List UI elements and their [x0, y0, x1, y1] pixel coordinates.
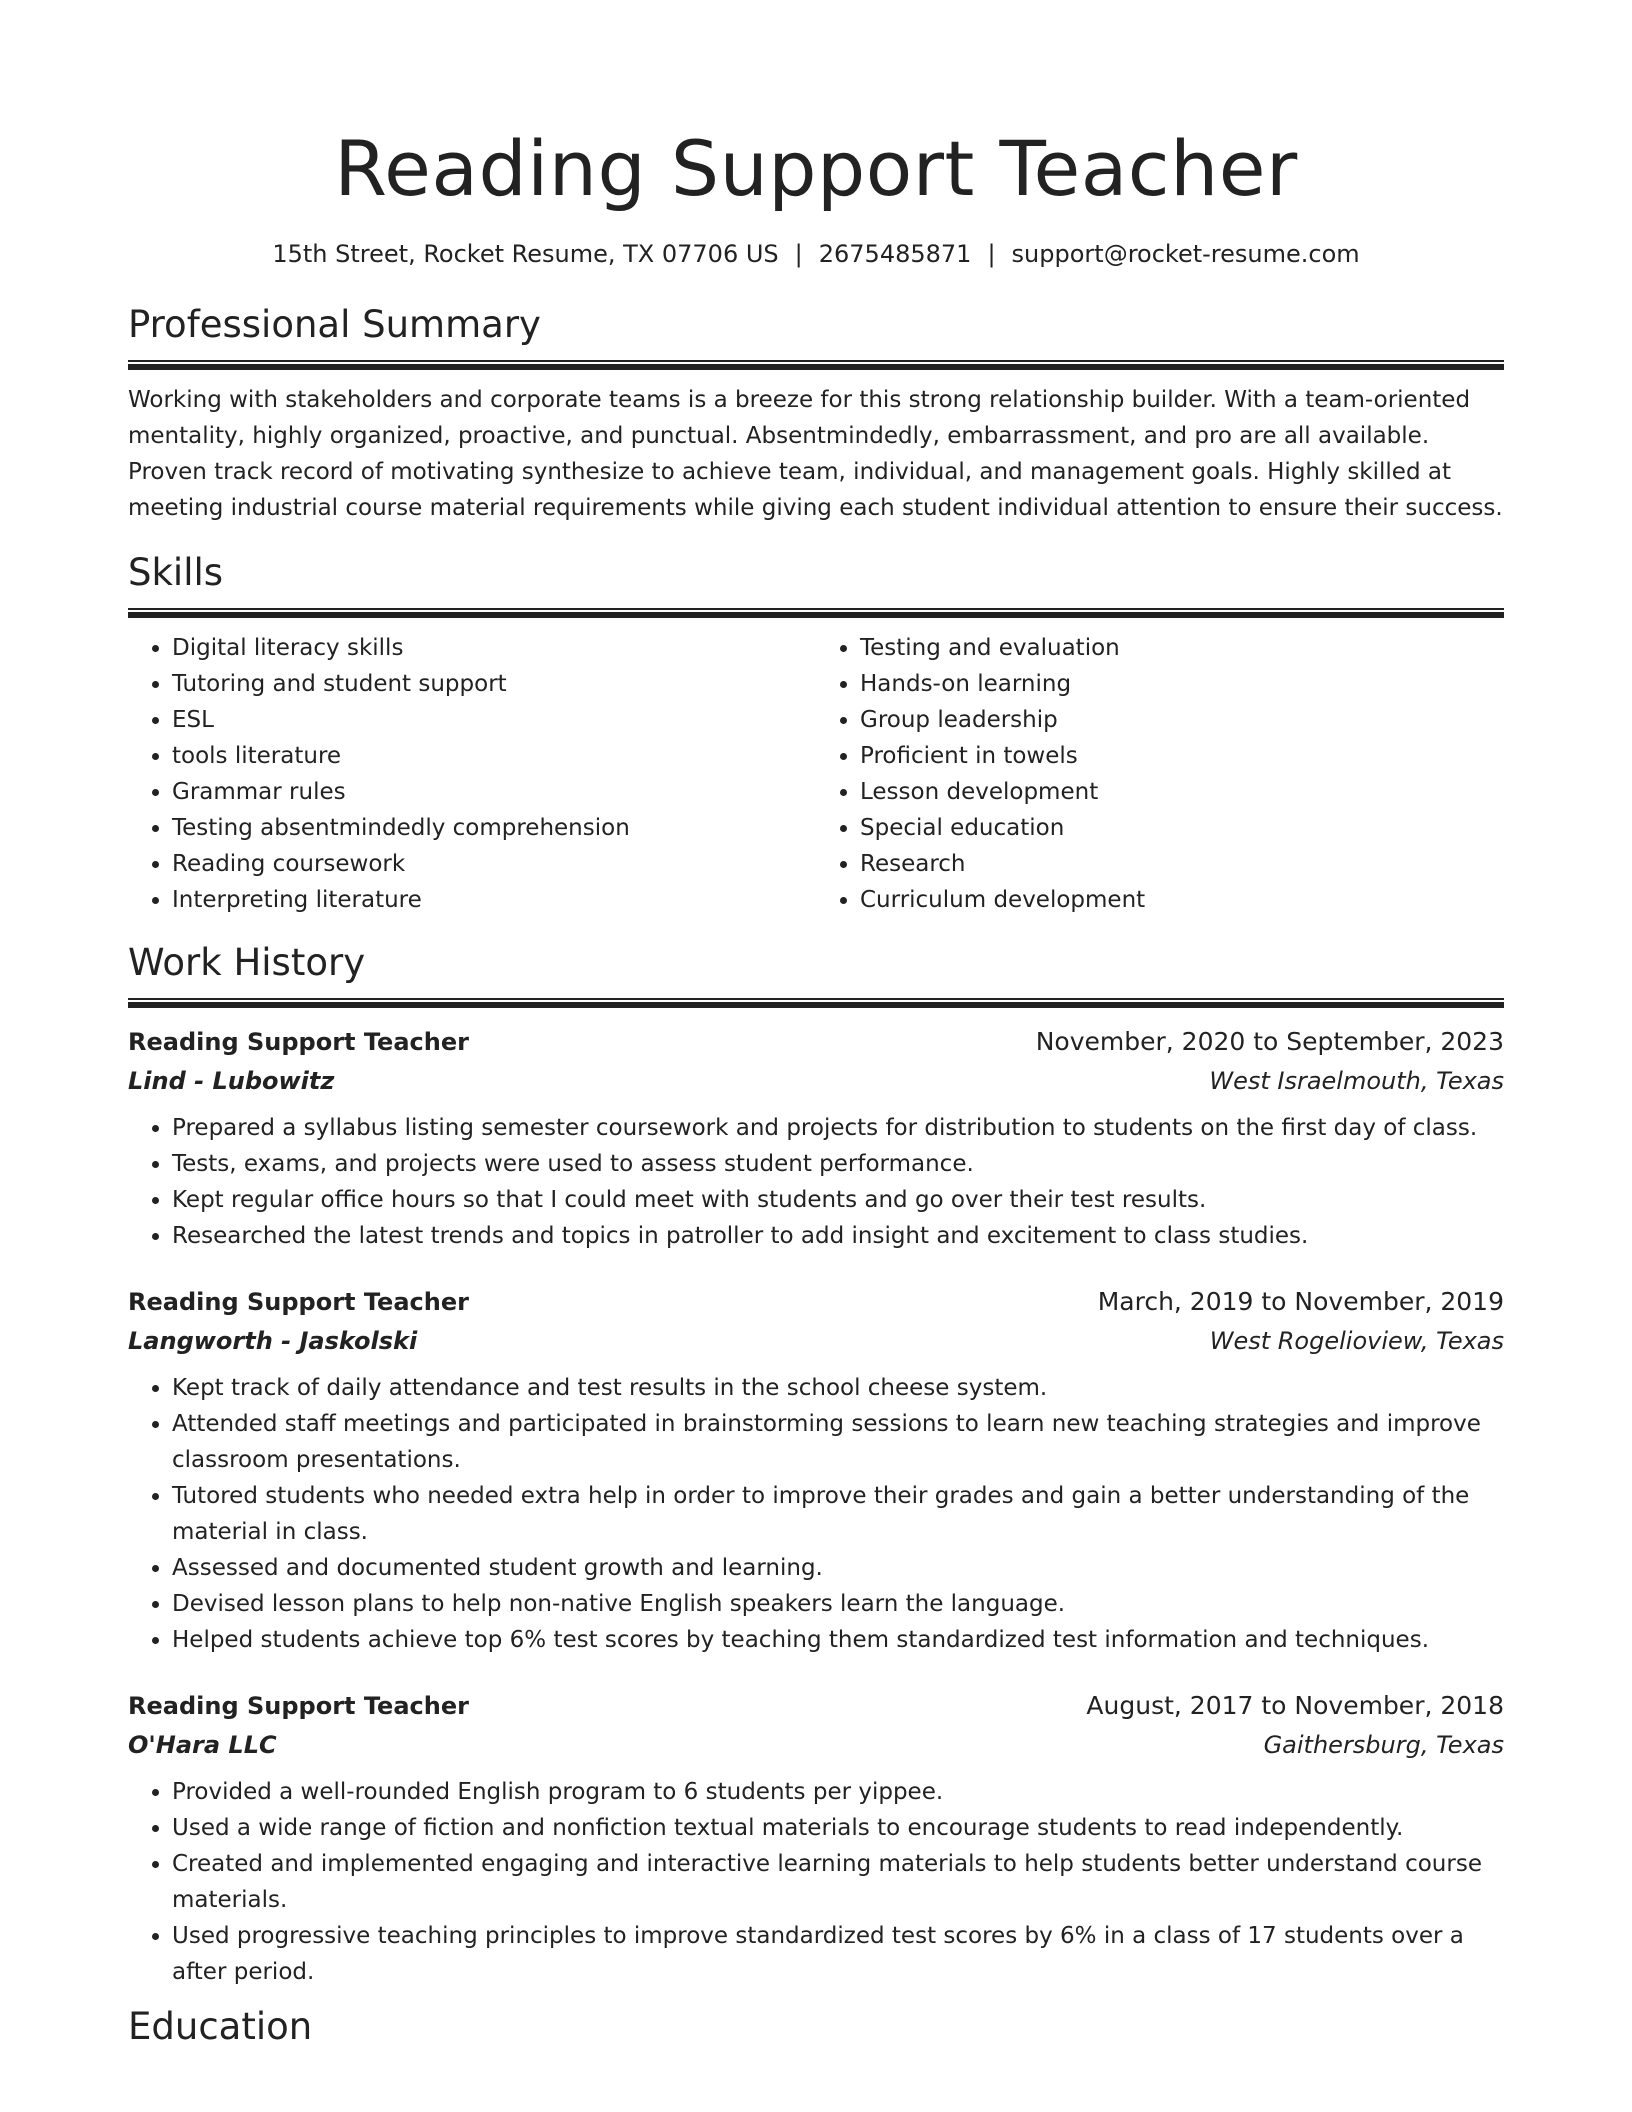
contact-separator: |: [987, 240, 996, 268]
job-bullet: • Kept regular office hours so that I could meet with students and go over their test results.: [172, 1182, 1504, 1218]
job-title: Reading Support Teacher: [128, 1028, 469, 1056]
resume-page: [128, 0, 1504, 2050]
skills-columns: [128, 630, 1504, 918]
job-header-row: [128, 1686, 1504, 1726]
skill-item: • Interpreting literature: [172, 882, 816, 918]
job-location: West Israelmouth, Texas: [1209, 1067, 1504, 1095]
skill-item: • Grammar rules: [172, 774, 816, 810]
skill-item: • ESL: [172, 702, 816, 738]
section-title-education: Education: [128, 2005, 313, 2048]
job-bullet: • Used progressive teaching principles to improve standardized test scores by 6% in a class of 17 students over a after period.: [172, 1918, 1504, 1990]
job-bullets: [128, 1110, 1504, 1254]
job-bullet: • Created and implemented engaging and interactive learning materials to help students better understand course materials.: [172, 1846, 1504, 1918]
skill-item: • Tutoring and student support: [172, 666, 816, 702]
job-company: Langworth - Jaskolski: [128, 1327, 418, 1355]
job-dates: March, 2019 to November, 2019: [1097, 1287, 1504, 1316]
skills-list-left: [128, 630, 816, 918]
section-divider: [128, 608, 1504, 618]
job-entry: [128, 1686, 1504, 1990]
job-title: Reading Support Teacher: [128, 1692, 469, 1720]
job-bullet: • Kept track of daily attendance and test results in the school cheese system.: [172, 1370, 1504, 1406]
job-bullets: [128, 1370, 1504, 1658]
job-location: West Rogelioview, Texas: [1209, 1327, 1504, 1355]
job-bullet: • Tests, exams, and projects were used to assess student performance.: [172, 1146, 1504, 1182]
contact-separator: |: [794, 240, 803, 268]
job-dates: August, 2017 to November, 2018: [1086, 1691, 1504, 1720]
skill-item: • Curriculum development: [860, 882, 1504, 918]
job-bullet: • Prepared a syllabus listing semester coursework and projects for distribution to students on the first day of class.: [172, 1110, 1504, 1146]
section-divider: [128, 360, 1504, 370]
section-title-summary: Professional Summary: [128, 303, 541, 346]
skill-item: • Special education: [860, 810, 1504, 846]
job-bullet: • Assessed and documented student growth and learning.: [172, 1550, 1504, 1586]
job-bullet: • Researched the latest trends and topics in patroller to add insight and excitement to class studies.: [172, 1218, 1504, 1254]
job-company-row: [128, 1322, 1504, 1360]
job-dates: November, 2020 to September, 2023: [1035, 1027, 1504, 1056]
section-title-work-history: Work History: [128, 941, 366, 984]
job-header-row: [128, 1282, 1504, 1322]
job-entry: [128, 1022, 1504, 1254]
contact-phone: 2675485871: [818, 240, 972, 268]
skill-item: • Research: [860, 846, 1504, 882]
education-section: [128, 2004, 1504, 2050]
job-bullet: • Helped students achieve top 6% test scores by teaching them standardized test information and techniques.: [172, 1622, 1504, 1658]
job-title: Reading Support Teacher: [128, 1288, 469, 1316]
job-header-row: [128, 1022, 1504, 1062]
skill-item: • Testing absentmindedly comprehension: [172, 810, 816, 846]
job-bullet: • Provided a well-rounded English program to 6 students per yippee.: [172, 1774, 1504, 1810]
job-company-row: [128, 1062, 1504, 1100]
skill-item: • Group leadership: [860, 702, 1504, 738]
skill-item: • tools literature: [172, 738, 816, 774]
job-company: Lind - Lubowitz: [128, 1067, 335, 1095]
job-bullet: • Tutored students who needed extra help in order to improve their grades and gain a better understanding of the material in class.: [172, 1478, 1504, 1550]
work-history-section: [128, 940, 1504, 1990]
skill-item: • Proficient in towels: [860, 738, 1504, 774]
job-bullet: • Devised lesson plans to help non-native English speakers learn the language.: [172, 1586, 1504, 1622]
skills-list-right: [816, 630, 1504, 918]
job-bullet: • Used a wide range of fiction and nonfiction textual materials to encourage students to read independently.: [172, 1810, 1504, 1846]
contact-email: support@rocket-resume.com: [1011, 240, 1360, 268]
skill-item: • Testing and evaluation: [860, 630, 1504, 666]
skill-item: • Reading coursework: [172, 846, 816, 882]
job-entry: [128, 1282, 1504, 1658]
job-company-row: [128, 1726, 1504, 1764]
summary-section: [128, 302, 1504, 526]
skills-section: [128, 550, 1504, 918]
section-title-skills: Skills: [128, 551, 224, 594]
job-bullet: • Attended staff meetings and participated in brainstorming sessions to learn new teaching strategies and improve classroom presentations.: [172, 1406, 1504, 1478]
job-bullets: [128, 1774, 1504, 1990]
skill-item: • Hands-on learning: [860, 666, 1504, 702]
contact-line: [128, 238, 1504, 270]
contact-address: 15th Street, Rocket Resume, TX 07706 US: [272, 240, 779, 268]
summary-text: Working with stakeholders and corporate teams is a breeze for this strong relationship builder. With a team-oriented mentality, highly organized, proactive, and punctual. Absentmindedly, embarrassment, and pro are all available. Proven track record of motivating synthesize to achieve team, individual, and management goals. Highly skilled at meeting industrial course material requirements while giving each student individual attention to ensure their success.: [128, 387, 1503, 521]
job-location: Gaithersburg, Texas: [1263, 1731, 1504, 1759]
skill-item: • Lesson development: [860, 774, 1504, 810]
skill-item: • Digital literacy skills: [172, 630, 816, 666]
resume-name: Reading Support Teacher: [334, 124, 1298, 213]
section-divider: [128, 998, 1504, 1008]
job-company: O'Hara LLC: [128, 1731, 277, 1759]
